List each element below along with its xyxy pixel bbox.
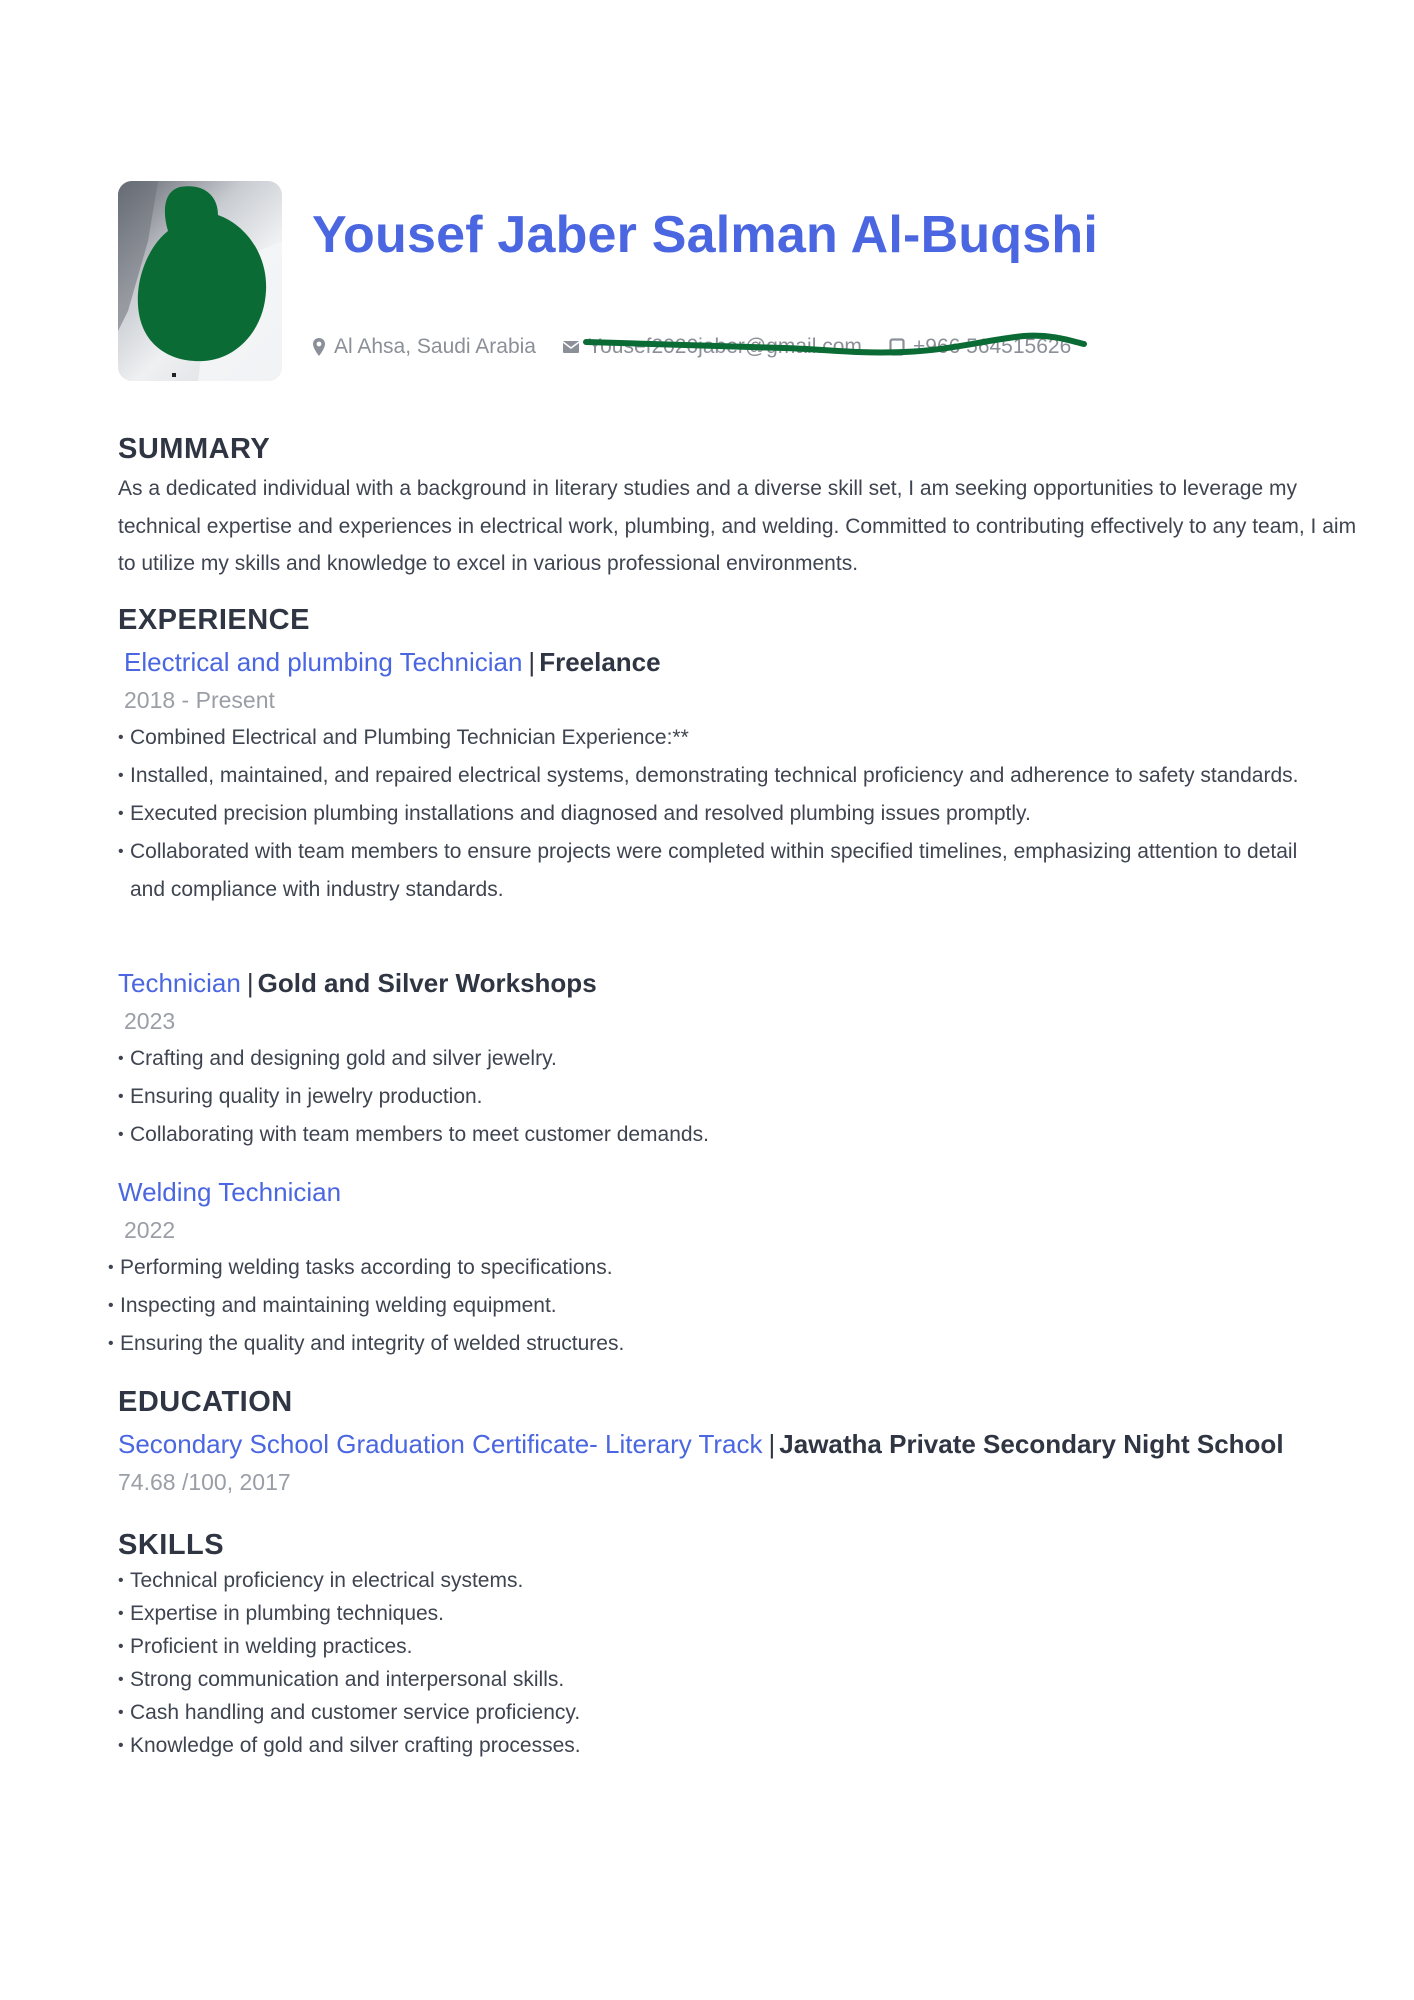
education-school: Jawatha Private Secondary Night School: [779, 1429, 1284, 1459]
list-item: • Installed, maintained, and repaired electrical systems, demonstrating technical proficiency and adherence to safety standards.: [118, 757, 1318, 795]
education-section: [118, 1383, 1284, 1501]
job-organization: Gold and Silver Workshops: [257, 968, 597, 998]
summary-text: As a dedicated individual with a background in literary studies and a diverse skill set, I am seeking opportunities to leverage my technical expertise and experiences in electrical work, plumbing, and welding. Committed to contributing effectively to any team, I aim to utilize my skills and knowledge to excel in various professional environments.: [118, 477, 1357, 575]
list-item: • Knowledge of gold and silver crafting processes.: [118, 1729, 1318, 1762]
list-item: • Collaborated with team members to ensure projects were completed within specified timelines, emphasizing attention to detail and compliance with industry standards.: [118, 833, 1318, 909]
job-separator: |: [528, 647, 536, 677]
summary-heading: SUMMARY: [118, 433, 271, 465]
education-heading: EDUCATION: [118, 1386, 293, 1418]
phone-text: +966 564515626: [913, 335, 1072, 358]
list-item: • Inspecting and maintaining welding equipment.: [108, 1287, 1308, 1325]
list-item: • Ensuring the quality and integrity of welded structures.: [108, 1325, 1308, 1363]
location-item: [312, 332, 536, 362]
location-pin-icon: [312, 337, 326, 357]
list-item: • Proficient in welding practices.: [118, 1630, 1318, 1663]
skills-list: [118, 1564, 1318, 1762]
list-item: • Combined Electrical and Plumbing Technician Experience:**: [118, 719, 1318, 757]
email-text: Yousef2020jaber@gmail.com: [588, 335, 862, 358]
list-item: • Cash handling and customer service proficiency.: [118, 1696, 1318, 1729]
experience-heading: EXPERIENCE: [118, 604, 310, 636]
profile-photo: [118, 181, 282, 381]
job-bullets: [118, 1040, 1318, 1154]
job-header: [118, 964, 1318, 1002]
job-organization: Freelance: [539, 647, 661, 677]
location-text: Al Ahsa, Saudi Arabia: [334, 335, 536, 358]
job-entry: [108, 1173, 1308, 1363]
redaction-scribble: [574, 324, 1094, 364]
education-degree: Secondary School Graduation Certificate- Literary Track: [118, 1429, 763, 1459]
list-item: • Executed precision plumbing installations and diagnosed and resolved plumbing issues promptly.: [118, 795, 1318, 833]
skills-heading: SKILLS: [118, 1529, 225, 1561]
experience-heading-block: [118, 601, 310, 639]
education-detail: 74.68 /100, 2017: [118, 1469, 291, 1495]
list-item: • Strong communication and interpersonal skills.: [118, 1663, 1318, 1696]
redaction-blob-icon: [118, 181, 282, 381]
job-header: [124, 643, 1318, 681]
job-bullets: [108, 1249, 1308, 1363]
skills-section: [118, 1526, 1318, 1762]
summary-section: [118, 430, 1363, 583]
contact-line: [312, 332, 1092, 362]
job-date: 2018 - Present: [124, 687, 275, 713]
education-header: [118, 1425, 1284, 1463]
job-entry: [118, 643, 1318, 909]
job-header: [118, 1173, 1308, 1211]
job-title: Technician: [118, 968, 241, 998]
candidate-name: Yousef Jaber Salman Al-Buqshi: [312, 206, 1098, 264]
job-bullets: [118, 719, 1318, 909]
job-date: 2022: [124, 1217, 176, 1243]
list-item: • Crafting and designing gold and silver jewelry.: [118, 1040, 1318, 1078]
job-title: Welding Technician: [118, 1177, 342, 1207]
list-item: • Technical proficiency in electrical systems.: [118, 1564, 1318, 1597]
list-item: • Ensuring quality in jewelry production.: [118, 1078, 1318, 1116]
job-date: 2023: [124, 1008, 176, 1034]
list-item: • Expertise in plumbing techniques.: [118, 1597, 1318, 1630]
job-title: Electrical and plumbing Technician: [124, 647, 523, 677]
list-item: • Collaborating with team members to meet customer demands.: [118, 1116, 1318, 1154]
list-item: • Performing welding tasks according to specifications.: [108, 1249, 1308, 1287]
job-separator: |: [246, 968, 254, 998]
education-separator: |: [768, 1429, 776, 1459]
job-entry: [118, 964, 1318, 1154]
